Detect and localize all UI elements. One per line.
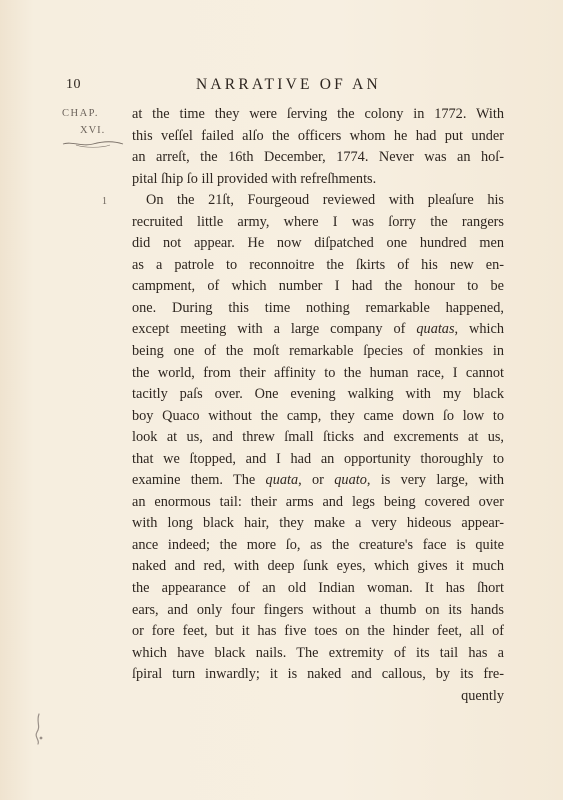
text-line	[132, 513, 504, 535]
text-line	[132, 449, 504, 471]
text-line	[132, 384, 504, 406]
text-segment: or fore feet, but it has five toes on the hinder feet, all of	[132, 623, 504, 640]
text-line	[132, 556, 504, 578]
text-segment: examine them. The	[132, 472, 266, 489]
text-segment: ſpiral turn inwardly; it is naked and callous, by its fre-	[132, 666, 504, 683]
text-line	[132, 276, 504, 298]
text-line	[132, 492, 504, 514]
text-line	[132, 147, 504, 169]
text-line	[132, 126, 504, 148]
text-line	[132, 298, 504, 320]
italic-word: quato	[334, 472, 367, 489]
text-segment: an enormous tail: their arms and legs being covered over	[132, 493, 504, 510]
text-line	[132, 578, 504, 600]
text-line	[132, 600, 504, 622]
catchword: quently	[461, 687, 504, 704]
text-segment: with long black hair, they make a very hideous appear-	[132, 515, 504, 532]
text-line	[132, 212, 504, 234]
text-segment: ears, and only four fingers without a thumb on its hands	[132, 601, 504, 618]
text-segment: an arreſt, the 16th December, 1774. Never was an hoſ-	[132, 149, 504, 166]
text-line	[132, 190, 504, 212]
margin-chapter-number: XVI.	[80, 125, 106, 136]
text-line	[132, 621, 504, 643]
ink-smudge-icon	[28, 712, 48, 746]
text-line	[132, 535, 504, 557]
text-line	[132, 470, 504, 492]
margin-chapter-label: CHAP.	[62, 108, 99, 119]
text-segment: as a patrole to reconnoitre the ſkirts of his new en-	[132, 256, 504, 273]
page-number: 10	[66, 77, 81, 92]
text-segment: at the time they were ſerving the colony in 1772. With	[132, 106, 504, 122]
text-segment: did not appear. He now diſpatched one hundred men	[132, 235, 504, 252]
text-segment: , or	[298, 472, 335, 489]
text-segment: tacitly paſs over. One evening walking with my black	[132, 386, 504, 403]
text-segment: which have black nails. The extremity of its tail has a	[132, 644, 504, 661]
text-segment: campment, of which number I had the honour to be	[132, 278, 504, 295]
italic-word: quata	[265, 472, 299, 489]
text-line	[132, 664, 504, 686]
text-line	[132, 341, 504, 363]
text-segment: the world, from their affinity to the human race, I cannot	[132, 364, 504, 381]
text-line	[132, 363, 504, 385]
running-head: NARRATIVE OF AN	[196, 76, 381, 93]
text-segment: , which	[454, 321, 504, 338]
text-line	[132, 233, 504, 255]
text-segment: this veſſel failed alſo the officers whom he had put under	[132, 127, 504, 144]
text-segment: being one of the moſt remarkable ſpecies of monkies in	[132, 343, 504, 360]
italic-word: quatas	[416, 321, 455, 338]
text-segment: On the 21ſt, Fourgeoud reviewed with pleaſure his	[146, 192, 504, 209]
text-line	[132, 169, 504, 191]
text-segment: except meeting with a large company of	[132, 321, 417, 338]
text-line	[132, 104, 504, 126]
text-segment: ance indeed; the more ſo, as the creature's face is quite	[132, 536, 504, 553]
text-line	[132, 255, 504, 277]
text-line	[132, 427, 504, 449]
body-text	[132, 104, 504, 707]
text-segment: naked and red, with deep ſunk eyes, which gives it much	[132, 558, 504, 575]
text-line	[132, 406, 504, 428]
text-segment: , is very large, with	[366, 472, 504, 489]
text-line	[132, 319, 504, 341]
text-segment: that we ſtopped, and I had an opportunity thoroughly to	[132, 450, 504, 467]
text-segment: boy Quaco without the camp, they came down ſo low to	[132, 407, 504, 424]
text-segment: one. During this time nothing remarkable happened,	[132, 299, 504, 316]
text-segment: look at us, and threw ſmall ſticks and excrements at us,	[132, 429, 504, 446]
text-line	[132, 643, 504, 665]
text-segment: pital ſhip ſo ill provided with refreſhments.	[132, 170, 377, 187]
margin-note: 1	[102, 196, 107, 207]
text-segment: recruited little army, where I was ſorry the rangers	[132, 213, 504, 230]
text-segment: the appearance of an old Indian woman. It has ſhort	[132, 580, 504, 597]
chapter-flourish-icon	[62, 139, 124, 149]
